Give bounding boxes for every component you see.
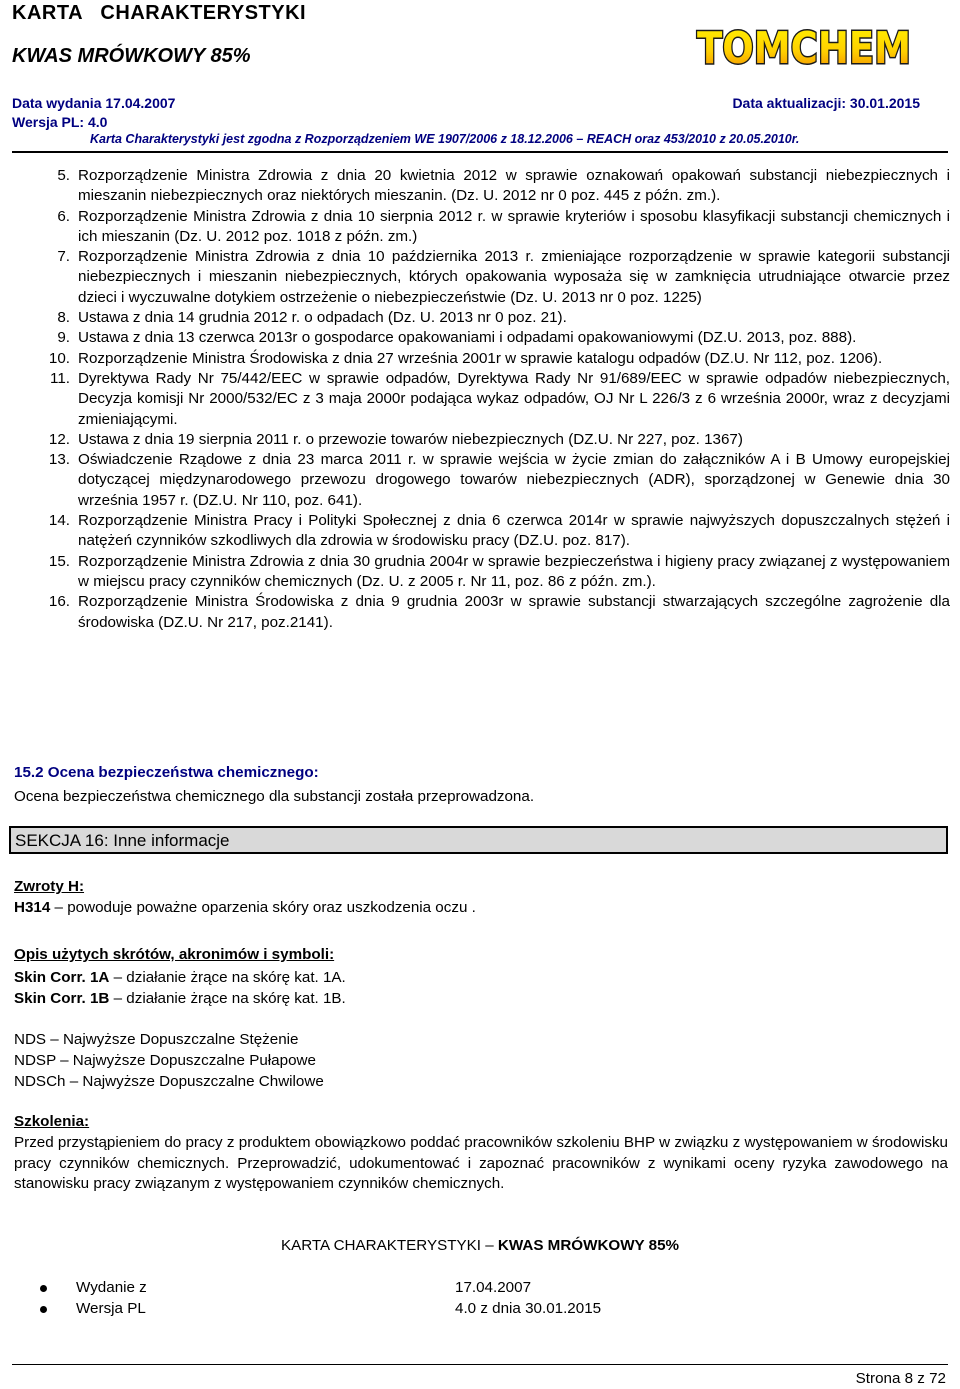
ndsp-definition: NDSP – Najwyższe Dopuszczalne Pułapowe xyxy=(14,1052,316,1069)
list-item: 9. Ustawa z dnia 13 czerwca 2013r o gospodarce opakowaniami i odpadami opakowaniowymi (DZ.U. 2013, poz. 888). xyxy=(57,329,857,347)
list-item: 8. Ustawa z dnia 14 grudnia 2012 r. o odpadach (Dz. U. 2013 nr 0 poz. 21). xyxy=(57,309,567,327)
list-item: 6. Rozporządzenie Ministra Zdrowia z dnia 10 sierpnia 2012 r. w sprawie kryteriów i sposobu klasyfikacji substancji chemicznych i ich mieszanin (Dz. U. 2012 poz. 1018 z późn. zm.) xyxy=(57,207,950,245)
list-item: 7. Rozporządzenie Ministra Zdrowia z dnia 10 października 2013 r. zmieniające rozporządzenie w sprawie kategorii substancji niebezpiecznych i mieszanin niebezpiecznych, których opakowania wyposaża się w zamknięcia utrudniające otwarcie przez dzieci i wyczuwalne dotykiem ostrzeżenie o niebezpieczeństwie (Dz. U. 2013 nr 0 poz. 1225) xyxy=(57,248,950,306)
section-16-title: SEKCJA 16: Inne informacje xyxy=(15,831,230,850)
list-item: 12. Ustawa z dnia 19 sierpnia 2011 r. o przewozie towarów niebezpiecznych (DZ.U. Nr 227, poz. 1367) xyxy=(48,430,743,448)
list-item: 14. Rozporządzenie Ministra Pracy i Polityki Społecznej z dnia 6 czerwca 2014r w sprawie najwyższych dopuszczalnych stężeń i natężeń czynników szkodliwych dla zdrowia w środowisku pracy (DZ.U. poz. 817). xyxy=(48,512,950,550)
version-label: Wersja PL: 4.0 xyxy=(12,114,108,130)
abbreviation-item: Skin Corr. 1B – działanie żrące na skórę kat. 1B. xyxy=(14,990,346,1007)
training-text: Przed przystąpieniem do pracy z produktem obowiązkowo poddać pracowników szkoleniu BHP w związku z występowaniem w środowisku pracy czynników chemicznych. Przeprowadzić, udokumentować i zapoznać pracowników z wynikami oceny ryzyka zawodowego na stanowisku pracy związanym z występowaniem czynników chemicznych. xyxy=(14,1134,948,1192)
list-item: 15. Rozporządzenie Ministra Zdrowia z dnia 30 grudnia 2004r w sprawie bezpieczeństwa i higieny pracy związanej z występowaniem w miejscu pracy czynników chemicznych (Dz. U. z 2005 r. Nr 11, poz. 86 z późn. zm.). xyxy=(48,552,950,590)
nds-definition: NDS – Najwyższe Dopuszczalne Stężenie xyxy=(14,1031,299,1048)
chemical-safety-text: Ocena bezpieczeństwa chemicznego dla substancji została przeprowadzona. xyxy=(14,788,535,805)
section-16-header xyxy=(9,826,948,854)
tomchem-logo-graphic xyxy=(688,8,920,80)
update-date: Data aktualizacji: 30.01.2015 xyxy=(732,95,920,111)
chemical-safety-heading: 15.2 Ocena bezpieczeństwa chemicznego: xyxy=(14,764,319,781)
list-item: 5. Rozporządzenie Ministra Zdrowia z dnia 20 kwietnia 2012 w sprawie oznakowań opakowań substancji niebezpiecznych i mieszanin niebezpiecznych oraz niektórych mieszanin. (Dz. U. 2012 nr 0 poz. 445 z późn. zm.). xyxy=(57,167,950,205)
list-item: 10. Rozporządzenie Ministra Środowiska z dnia 27 września 2001r w sprawie katalogu odpadów (DZ.U. Nr 112, poz. 1206). xyxy=(48,349,883,367)
abbreviations-heading: Opis użytych skrótów, akronimów i symboli: xyxy=(14,946,335,963)
list-item: 11. Dyrektywa Rady Nr 75/442/EEC w sprawie odpadów, Dyrektywa Rady Nr 91/689/EEC w sprawie odpadów niebezpiecznych, Decyzja komisji Nr 2000/532/EC z 3 maja 2000r podająca wykaz odpadów, OJ Nr L 226/3 z 6 września 2000r, wraz z decyzjami zmieniającymi. xyxy=(50,369,950,428)
footer-document-title: KARTA CHARAKTERYSTYKI – KWAS MRÓWKOWY 85% xyxy=(280,1237,680,1254)
logo-text: TOMCHEM xyxy=(697,23,911,74)
footer-divider xyxy=(12,1364,948,1365)
compliance-note: Karta Charakterystyki jest zgodna z Rozporządzeniem WE 1907/2006 z 18.12.2006 – REACH oraz 453/2010 z 20.05.2010r. xyxy=(90,132,800,146)
page-number: Strona 8 z 72 xyxy=(855,1370,946,1387)
product-name: KWAS MRÓWKOWY 85% xyxy=(12,45,251,67)
regulations-list xyxy=(40,166,950,633)
release-date: Data wydania 17.04.2007 xyxy=(12,95,176,111)
ndsch-definition: NDSCh – Najwyższe Dopuszczalne Chwilowe xyxy=(14,1073,324,1090)
bullet-icon xyxy=(40,1285,47,1292)
h-phrase: H314 – powoduje poważne oparzenia skóry oraz uszkodzenia oczu . xyxy=(14,899,476,916)
training-heading: Szkolenia: xyxy=(14,1113,90,1130)
header-divider xyxy=(12,151,948,153)
list-item: 13. Oświadczenie Rządowe z dnia 23 marca 2011 r. w sprawie wejścia w życie zmian do załączników A i B Umowy europejskiej dotyczącej międzynarodowego przewozu drogowego towarów niebezpiecznych (ADR), sporządzonej w Genewie dnia 30 września 1957 r. (DZ.U. Nr 110, poz. 641). xyxy=(48,451,950,509)
list-item: 16. Rozporządzenie Ministra Środowiska z dnia 9 grudnia 2003r w sprawie substancji stwarzających szczególne zagrożenie dla środowiska (DZ.U. Nr 217, poz.2141). xyxy=(48,593,950,631)
h-phrases-heading: Zwroty H: xyxy=(14,878,85,895)
abbreviation-item: Skin Corr. 1A – działanie żrące na skórę kat. 1A. xyxy=(14,969,346,986)
company-logo xyxy=(688,8,920,80)
bullet-icon xyxy=(40,1306,47,1313)
document-title: KARTA CHARAKTERYSTYKI xyxy=(12,2,307,24)
